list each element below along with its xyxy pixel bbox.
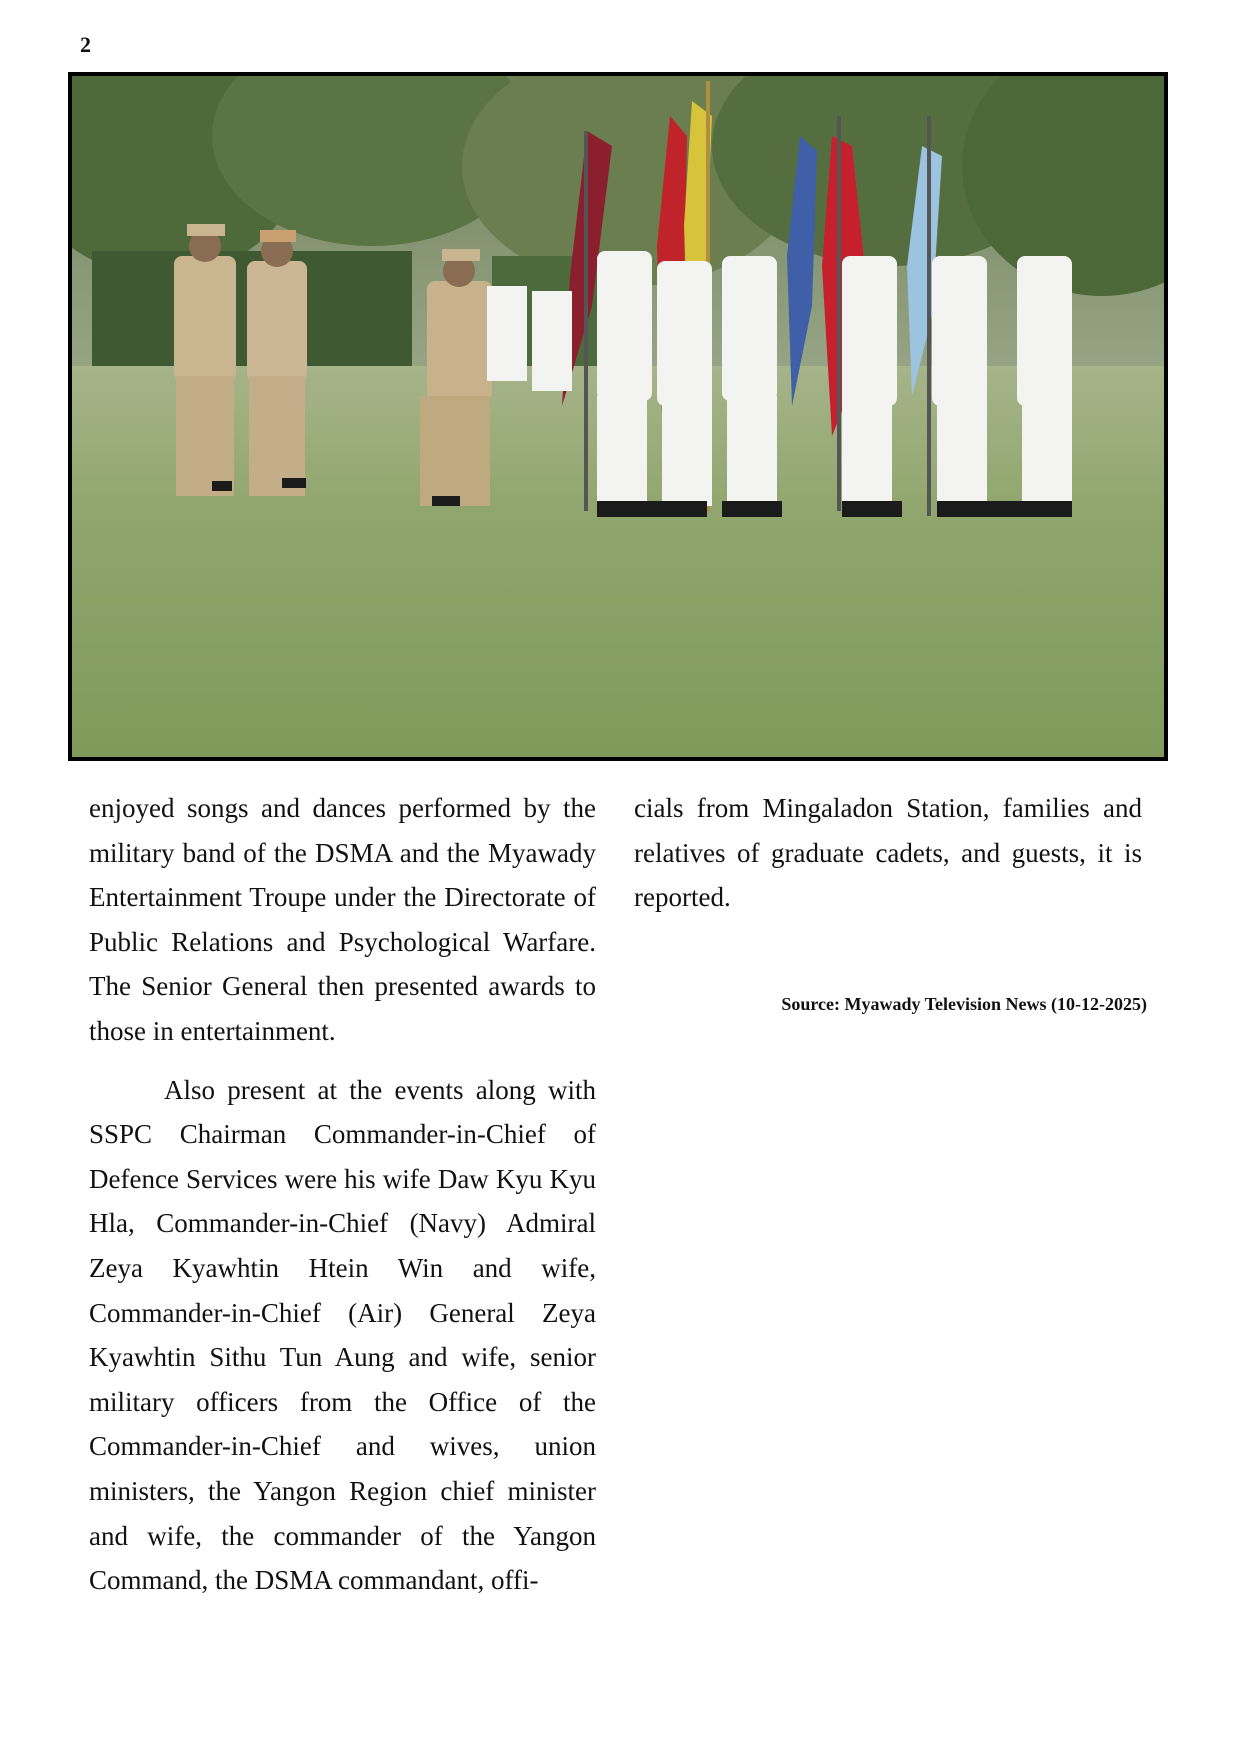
article-left-column	[89, 786, 596, 1603]
paragraph: enjoyed songs and dances performed by the military band of the DSMA and the Myawady Entertainment Troupe under the Directorate of Public Relations and Psychological Warfare. The Senior General then presented awards to those in entertainment.	[89, 793, 596, 1046]
news-photo	[68, 72, 1168, 761]
source-credit: Source: Myawady Television News (10-12-2025)	[781, 994, 1147, 1014]
paragraph: Also present at the events along with SSPC Chairman Commander-in-Chief of Defence Services were his wife Daw Kyu Kyu Hla, Commander-in-Chief (Navy) Admiral Zeya Kyawhtin Htein Win and wife, Commander-in-Chief (Air) General Zeya Kyawhtin Sithu Tun Aung and wife, senior military officers from the Office of the Commander-in-Chief and wives, union ministers, the Yangon Region chief minister and wife, the commander of the Yangon Command, the DSMA commandant, offi-	[89, 1074, 596, 1596]
paragraph: cials from Mingaladon Station, families and relatives of graduate cadets, and guests, it is reported.	[634, 793, 1142, 913]
parade-photo-illustration	[72, 76, 1164, 757]
page-number: 2	[80, 32, 91, 57]
article-right-column	[634, 786, 1142, 920]
